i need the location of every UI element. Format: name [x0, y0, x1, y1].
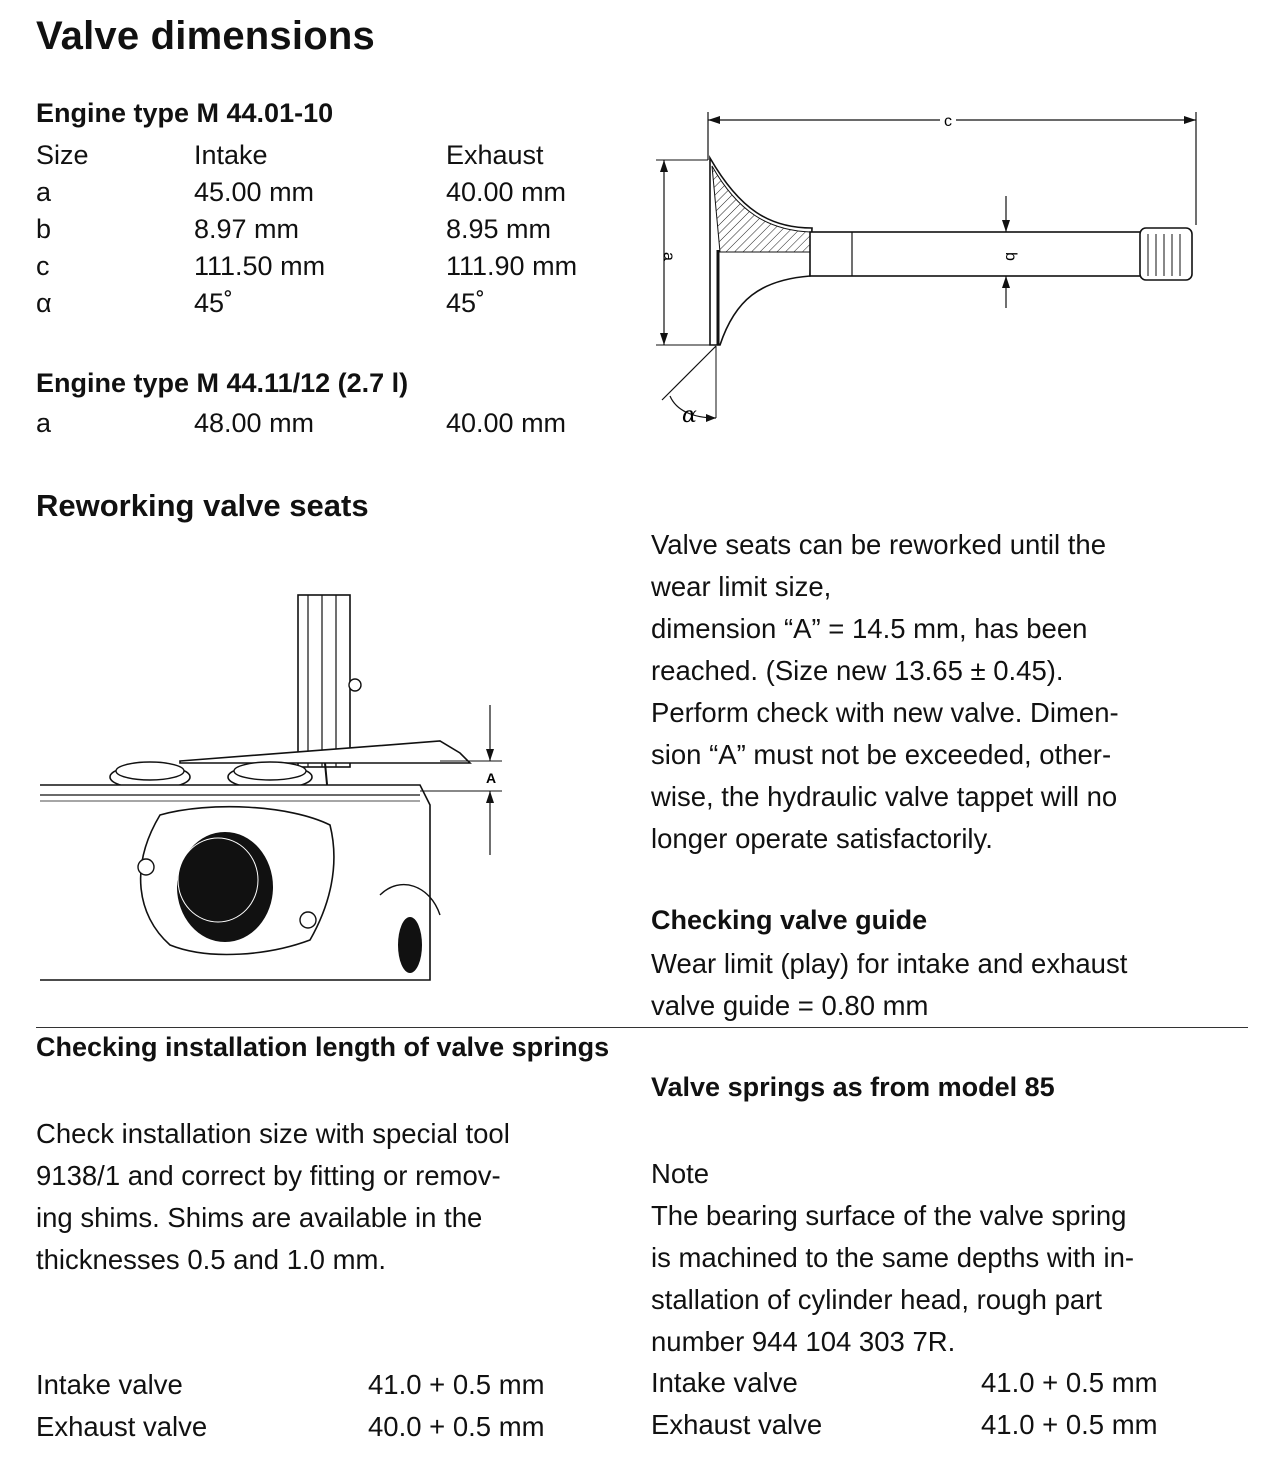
row-size: α — [36, 288, 52, 318]
label-alpha: α — [682, 403, 697, 428]
value-row — [651, 1404, 1231, 1446]
cylinder-head-diagram — [40, 595, 510, 985]
table-row — [36, 251, 636, 288]
engine1-heading: Engine type M 44.01-10 — [36, 98, 334, 128]
text-line: valve guide = 0.80 mm — [651, 990, 929, 1021]
page-title: Valve dimensions — [36, 14, 375, 58]
value-label: Intake valve — [36, 1369, 183, 1400]
row-exhaust: 111.90 mm — [446, 251, 578, 281]
text-line: wear limit size, — [651, 571, 832, 602]
label-c: c — [944, 113, 952, 130]
row-intake: 48.00 mm — [194, 408, 315, 438]
header-exhaust: Exhaust — [446, 140, 544, 170]
header-intake: Intake — [194, 140, 268, 170]
table-row — [36, 177, 636, 214]
engine2-heading: Engine type M 44.11/12 (2.7 l) — [36, 368, 409, 398]
text-line: Check installation size with special tool — [36, 1118, 510, 1149]
row-size: a — [36, 177, 52, 207]
text-line: reached. (Size new 13.65 ± 0.45). — [651, 655, 1064, 686]
rework-heading: Reworking valve seats — [36, 488, 369, 523]
value-amount: 40.0 + 0.5 mm — [368, 1411, 545, 1442]
value-amount: 41.0 + 0.5 mm — [981, 1367, 1158, 1398]
springs-right-paragraph — [651, 1153, 1134, 1363]
row-exhaust: 45˚ — [446, 288, 486, 318]
row-intake: 111.50 mm — [194, 251, 326, 281]
table-header-row — [36, 140, 636, 177]
label-a: a — [660, 252, 677, 261]
row-size: a — [36, 408, 52, 438]
row-exhaust: 40.00 mm — [446, 177, 567, 207]
row-exhaust: 8.95 mm — [446, 214, 552, 244]
table-row — [36, 214, 636, 251]
table-row — [36, 408, 636, 445]
text-line: ing shims. Shims are available in the — [36, 1202, 483, 1233]
value-amount: 41.0 + 0.5 mm — [981, 1409, 1158, 1440]
row-intake: 8.97 mm — [194, 214, 300, 244]
left-values — [36, 1364, 616, 1448]
row-size: c — [36, 251, 50, 281]
label-b: b — [1002, 252, 1019, 261]
text-line: wise, the hydraulic valve tappet will no — [651, 781, 1118, 812]
guide-heading: Checking valve guide — [651, 905, 928, 935]
row-exhaust: 40.00 mm — [446, 408, 567, 438]
header-size: Size — [36, 140, 89, 170]
value-label: Intake valve — [651, 1367, 798, 1398]
section-divider — [36, 1027, 1248, 1028]
text-line: number 944 104 303 7R. — [651, 1326, 956, 1357]
text-line: sion “A” must not be exceeded, other- — [651, 739, 1112, 770]
valve-dimension-diagram — [640, 100, 1240, 440]
springs-left-paragraph — [36, 1113, 510, 1281]
value-row — [36, 1406, 616, 1448]
value-amount: 41.0 + 0.5 mm — [368, 1369, 545, 1400]
value-row — [651, 1362, 1231, 1404]
right-values — [651, 1362, 1231, 1446]
text-line: The bearing surface of the valve spring — [651, 1200, 1127, 1231]
engine1-table — [36, 140, 636, 325]
guide-paragraph — [651, 943, 1127, 1027]
value-label: Exhaust valve — [36, 1411, 208, 1442]
text-line: Valve seats can be reworked until the — [651, 529, 1107, 560]
value-label: Exhaust valve — [651, 1409, 823, 1440]
text-line: 9138/1 and correct by fitting or remov- — [36, 1160, 501, 1191]
table-row — [36, 288, 636, 325]
springs-heading: Checking installation length of valve springs — [36, 1032, 610, 1062]
value-row — [36, 1364, 616, 1406]
text-line: thicknesses 0.5 and 1.0 mm. — [36, 1244, 387, 1275]
rework-paragraph — [651, 524, 1119, 860]
row-intake: 45.00 mm — [194, 177, 315, 207]
text-line: Perform check with new valve. Dimen- — [651, 697, 1119, 728]
text-line: dimension “A” = 14.5 mm, has been — [651, 613, 1088, 644]
text-line: longer operate satisfactorily. — [651, 823, 993, 854]
text-line: is machined to the same depths with in- — [651, 1242, 1135, 1273]
row-size: b — [36, 214, 52, 244]
label-A: A — [486, 770, 497, 786]
text-line: stallation of cylinder head, rough part — [651, 1284, 1102, 1315]
springs-right-heading: Valve springs as from model 85 — [651, 1072, 1055, 1102]
row-intake: 45˚ — [194, 288, 234, 318]
text-line: Wear limit (play) for intake and exhaust — [651, 948, 1128, 979]
note-label: Note — [651, 1158, 710, 1189]
